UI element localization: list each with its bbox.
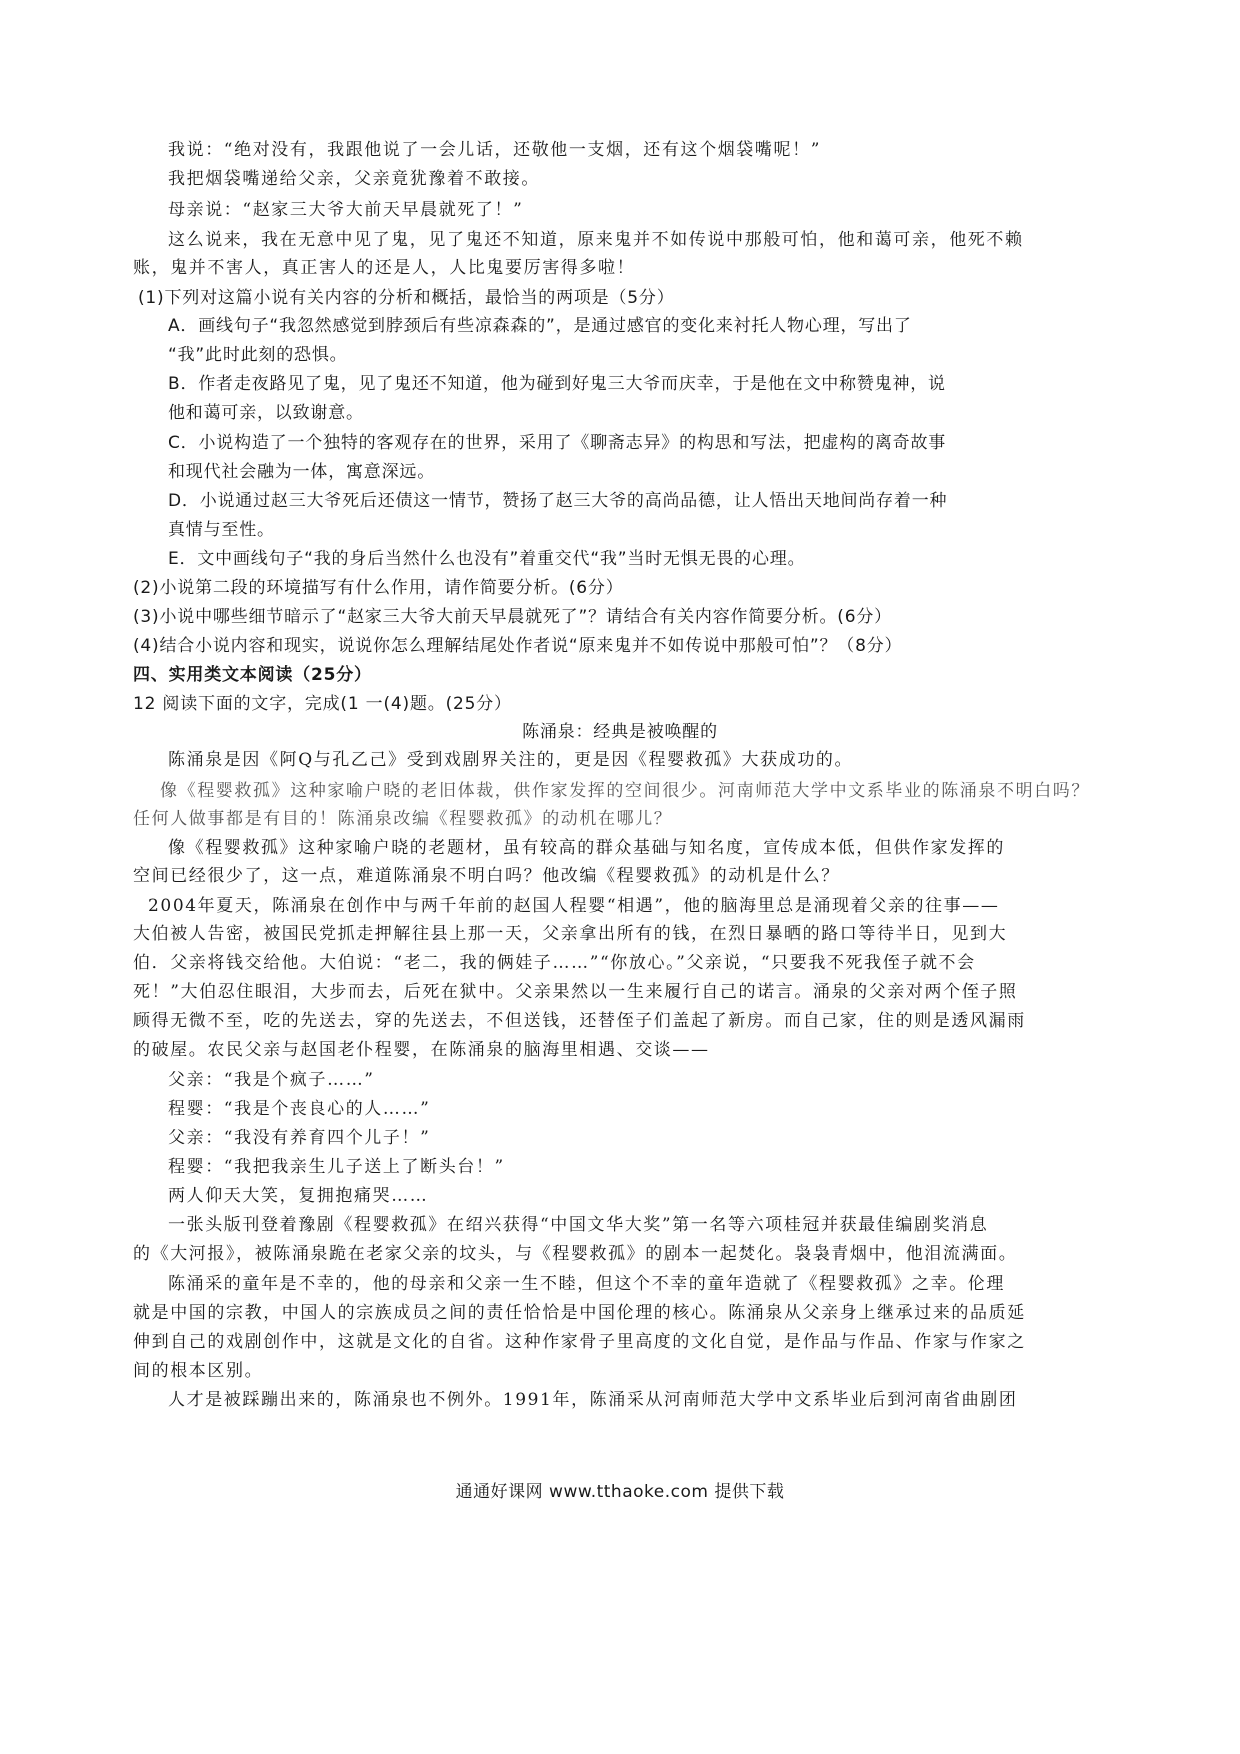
article-line: 陈涌采的童年是不幸的，他的母亲和父亲一生不睦，但这个不幸的童年造就了《程婴救孤》之幸。伦理 [168, 1274, 1005, 1294]
article-line: 的《大河报》，被陈涌泉跪在老家父亲的坟头，与《程婴救孤》的剧本一起焚化。袅袅青烟中，他泪流满面。 [133, 1244, 1018, 1264]
question-4: (4)结合小说内容和现实，说说你怎么理解结尾处作者说“原来鬼并不如传说中那般可怕”？（8分） [133, 636, 903, 656]
article-line: 人才是被踩蹦出来的，陈涌泉也不例外。1991年，陈涌采从河南师范大学中文系毕业后到河南省曲剧团 [168, 1390, 1018, 1410]
section-heading: 四、实用类文本阅读（25分） [133, 665, 372, 685]
story-paragraph: 母亲说：“赵家三大爷大前天早晨就死了！” [168, 200, 524, 220]
article-line: 顾得无微不至，吃的先送去，穿的先送去，不但送钱，还替侄子们盖起了新房。而自己家，住的则是透风漏雨 [133, 1011, 1026, 1031]
option-d: D．小说通过赵三大爷死后还债这一情节，赞扬了赵三大爷的高尚品德，让人悟出天地间尚存着一种 [168, 491, 948, 511]
dialogue-line: 父亲：“我是个疯子……” [168, 1070, 375, 1090]
option-b-cont: 他和蔼可亲，以致谢意。 [168, 403, 364, 423]
dialogue-line: 父亲：“我没有养育四个儿子！” [168, 1128, 431, 1148]
option-c: C．小说构造了一个独特的客观存在的世界，采用了《聊斋志异》的构思和写法，把虚构的离奇故事 [168, 433, 947, 453]
article-line: 就是中国的宗教，中国人的宗族成员之间的责任恰恰是中国伦理的核心。陈涌泉从父亲身上继承过来的品质延 [133, 1303, 1026, 1323]
option-d-cont: 真情与至性。 [168, 520, 275, 540]
story-paragraph-cont: 账，鬼并不害人，真正害人的还是人，人比鬼要厉害得多啦！ [133, 258, 636, 278]
article-line: 陈涌泉是因《阿Q与孔乙己》受到戏剧界关注的，更是因《程婴救孤》大获成功的。 [168, 750, 854, 770]
option-a-cont: “我”此时此刻的恐惧。 [168, 345, 348, 365]
article-line: 空间已经很少了，这一点，难道陈涌泉不明白吗？他改编《程婴救孤》的动机是什么？ [133, 866, 840, 886]
dialogue-line: 程婴：“我是个丧良心的人……” [168, 1099, 431, 1119]
question-1: (1)下列对这篇小说有关内容的分析和概括，最恰当的两项是（5分） [138, 288, 675, 308]
article-line: 两人仰天大笑，复拥抱痛哭…… [168, 1186, 429, 1206]
story-paragraph: 这么说来，我在无意中见了鬼，见了鬼还不知道，原来鬼并不如传说中那般可怕，他和蔼可亲，他死不赖 [168, 230, 1024, 250]
article-line: 一张头版刊登着豫剧《程婴救孤》在绍兴获得“中国文华大奖”第一名等六项桂冠并获最佳编剧奖消息 [168, 1215, 989, 1235]
article-line-crossed: 任何人做事都是有目的！陈涌泉改编《程婴救孤》的动机在哪儿？ [133, 809, 673, 829]
article-line: 像《程婴救孤》这种家喻户晓的老题材，虽有较高的群众基础与知名度，宣传成本低，但供作家发挥的 [168, 838, 1005, 858]
option-a: A．画线句子“我忽然感觉到脖颈后有些凉森森的”，是通过感官的变化来衬托人物心理，写出了 [168, 316, 912, 336]
dialogue-line: 程婴：“我把我亲生儿子送上了断头台！” [168, 1157, 505, 1177]
option-e: E．文中画线句子“我的身后当然什么也没有”着重交代“我”当时无惧无畏的心理。 [168, 549, 806, 569]
page-footer: 通通好课网 www.tthaoke.com 提供下载 [455, 1482, 785, 1502]
article-line: 伯．父亲将钱交给他。大伯说：“老二，我的俩娃子……”“你放心。”父亲说，“只要我不死我侄子就不会 [133, 953, 976, 973]
article-line: 死！”大伯忍住眼泪，大步而去，后死在狱中。父亲果然以一生来履行自己的诺言。涌泉的父亲对两个侄子照 [133, 982, 1018, 1002]
option-b: B．作者走夜路见了鬼，见了鬼还不知道，他为碰到好鬼三大爷而庆幸，于是他在文中称赞鬼神，说 [168, 374, 946, 394]
article-line: 伸到自己的戏剧创作中，这就是文化的自省。这种作家骨子里高度的文化自觉，是作品与作品、作家与作家之 [133, 1332, 1026, 1352]
article-line-crossed: 像《程婴救孤》这种家喻户晓的老旧体裁，供作家发挥的空间很少。河南师范大学中文系毕业的陈涌泉不明白吗？ [160, 781, 1090, 801]
story-paragraph: 我把烟袋嘴递给父亲，父亲竟犹豫着不敢接。 [168, 169, 540, 189]
article-title: 陈涌泉：经典是被唤醒的 [522, 722, 718, 742]
article-line: 的破屋。农民父亲与赵国老仆程婴，在陈涌泉的脑海里相遇、交谈—— [133, 1040, 710, 1060]
question-3: (3)小说中哪些细节暗示了“赵家三大爷大前天早晨就死了”？请结合有关内容作简要分析。(6分） [133, 607, 892, 627]
article-line: 大伯被人告密，被国民党抓走押解往县上那一天，父亲拿出所有的钱，在烈日暴晒的路口等待半日，见到大 [133, 924, 1008, 944]
section-instruction: 12 阅读下面的文字，完成(1 一(4)题。(25分） [133, 694, 512, 714]
question-2: (2)小说第二段的环境描写有什么作用，请作简要分析。(6分） [133, 578, 624, 598]
article-line: 间的根本区别。 [133, 1361, 264, 1381]
option-c-cont: 和现代社会融为一体，寓意深远。 [168, 462, 435, 482]
article-line: 2004年夏天，陈涌泉在创作中与两千年前的赵国人程婴“相遇”，他的脑海里总是涌现着父亲的往事—— [148, 896, 1000, 916]
story-paragraph: 我说：“绝对没有，我跟他说了一会儿话，还敬他一支烟，还有这个烟袋嘴呢！” [168, 140, 821, 160]
